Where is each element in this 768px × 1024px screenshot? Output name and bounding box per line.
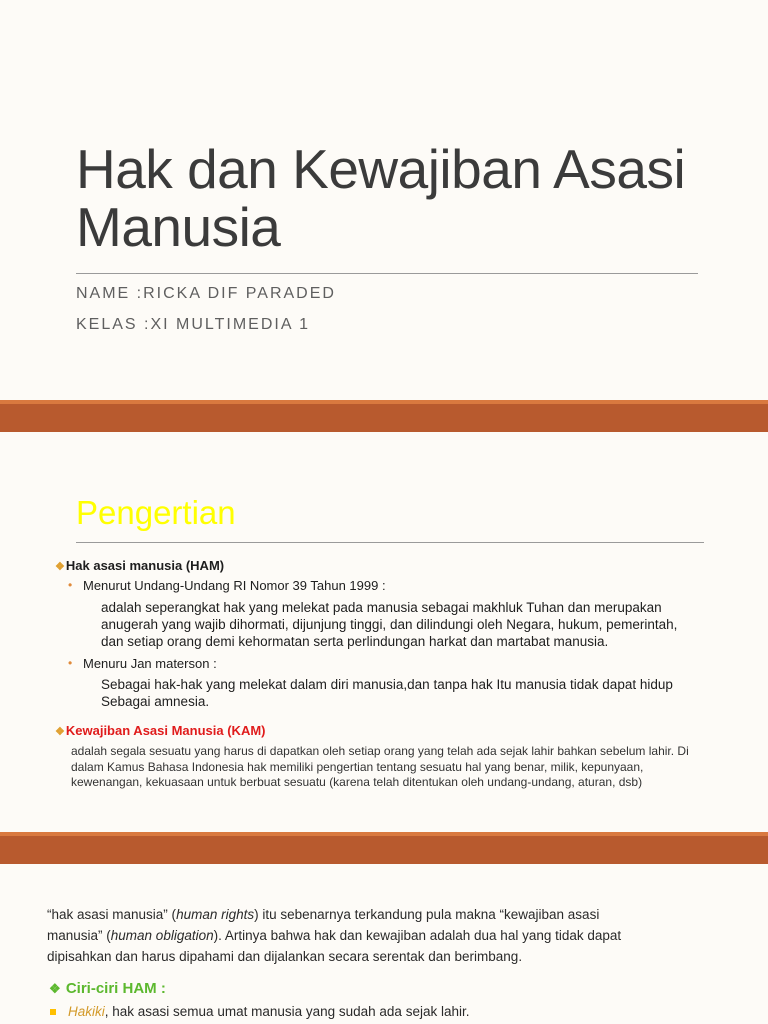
ciri-term: Hakiki — [68, 1004, 105, 1019]
slide-ciri — [0, 864, 768, 1024]
heading-divider — [76, 542, 704, 543]
para-italic: human obligation — [110, 928, 214, 943]
ham-def2-line: Sebagai amnesia. — [101, 694, 210, 709]
paragraph-line-2 — [47, 925, 621, 946]
ham-definition-2 — [101, 676, 673, 710]
para-text: “hak asasi manusia” ( — [47, 907, 177, 922]
ham-def1-line: adalah seperangkat hak yang melekat pada manusia sebagai makhluk Tuhan dan merupakan — [101, 600, 662, 615]
slide-pengertian — [0, 432, 768, 832]
ham-def1-line: dan setiap orang demi kehormatan serta perlindungan harkat dan martabat manusia. — [101, 634, 609, 649]
intro-paragraph — [47, 904, 621, 967]
slide-title — [0, 0, 768, 400]
ciri-text: , hak asasi semua umat manusia yang sudah ada sejak lahir. — [104, 1004, 470, 1019]
diamond-bullet-icon: ❖ — [55, 726, 65, 738]
para-text: manusia” ( — [47, 928, 111, 943]
title-line-2: Manusia — [76, 196, 281, 258]
kam-bullet — [55, 723, 266, 738]
ciri-item — [68, 1004, 469, 1019]
ham-bullet — [55, 558, 224, 573]
kam-def-line: kewenangan, kekuasaan untuk berbuat sesuatu (karena telah ditentukan oleh undang-undang, aturan, dsb) — [71, 775, 643, 789]
para-text: ). Artinya bahwa hak dan kewajiban adalah dua hal yang tidak dapat — [213, 928, 622, 943]
kam-definition — [71, 744, 689, 791]
class-label: KELAS :XI MULTIMEDIA 1 — [76, 316, 310, 333]
author-name: NAME :RICKA DIF PARADED — [76, 285, 336, 302]
diamond-bullet-icon: ❖ — [49, 981, 61, 996]
presentation-title — [76, 140, 685, 256]
slide-separator-1 — [0, 400, 768, 432]
ham-source-1: Menurut Undang-Undang RI Nomor 39 Tahun 1999 : — [83, 578, 386, 593]
dot-bullet-icon: • — [68, 578, 73, 592]
ciri-heading — [49, 980, 166, 997]
para-italic: human rights — [176, 907, 255, 922]
paragraph-line-1 — [47, 904, 621, 925]
ciri-heading-text: Ciri-ciri HAM : — [65, 980, 166, 997]
kam-def-line: dalam Kamus Bahasa Indonesia hak memiliki pengertian tentang sesuatu hal yang benar, milik, kepunyaan, — [71, 759, 644, 774]
kam-label: Kewajiban Asasi Manusia (KAM) — [65, 723, 266, 738]
ham-definition-1 — [101, 599, 677, 650]
square-bullet-icon — [50, 1009, 56, 1015]
dot-bullet-icon: • — [68, 656, 73, 670]
slide-separator-2 — [0, 832, 768, 864]
para-text: ) itu sebenarnya terkandung pula makna “kewajiban asasi — [254, 907, 600, 922]
ham-source-2: Menuru Jan materson : — [83, 656, 217, 671]
paragraph-line-3: dipisahkan dan harus dipahami dan dijalankan secara serentak dan berimbang. — [47, 949, 523, 964]
ham-label: Hak asasi manusia (HAM) — [65, 558, 225, 573]
ham-def1-line: anugerah yang wajib dihormati, dijunjung tinggi, dan dilindungi oleh Negara, hukum, pemerintah, — [101, 617, 678, 632]
section-heading: Pengertian — [76, 494, 236, 531]
ham-def2-line: Sebagai hak-hak yang melekat dalam diri manusia,dan tanpa hak Itu manusia tidak dapat hidup — [101, 677, 673, 692]
title-line-1: Hak dan Kewajiban Asasi — [76, 138, 686, 200]
kam-def-line: adalah segala sesuatu yang harus di dapatkan oleh setiap orang yang telah ada sejak lahir bahkan sebelum lahir. Di — [71, 744, 689, 758]
title-divider — [76, 273, 698, 274]
diamond-bullet-icon: ❖ — [55, 561, 65, 573]
